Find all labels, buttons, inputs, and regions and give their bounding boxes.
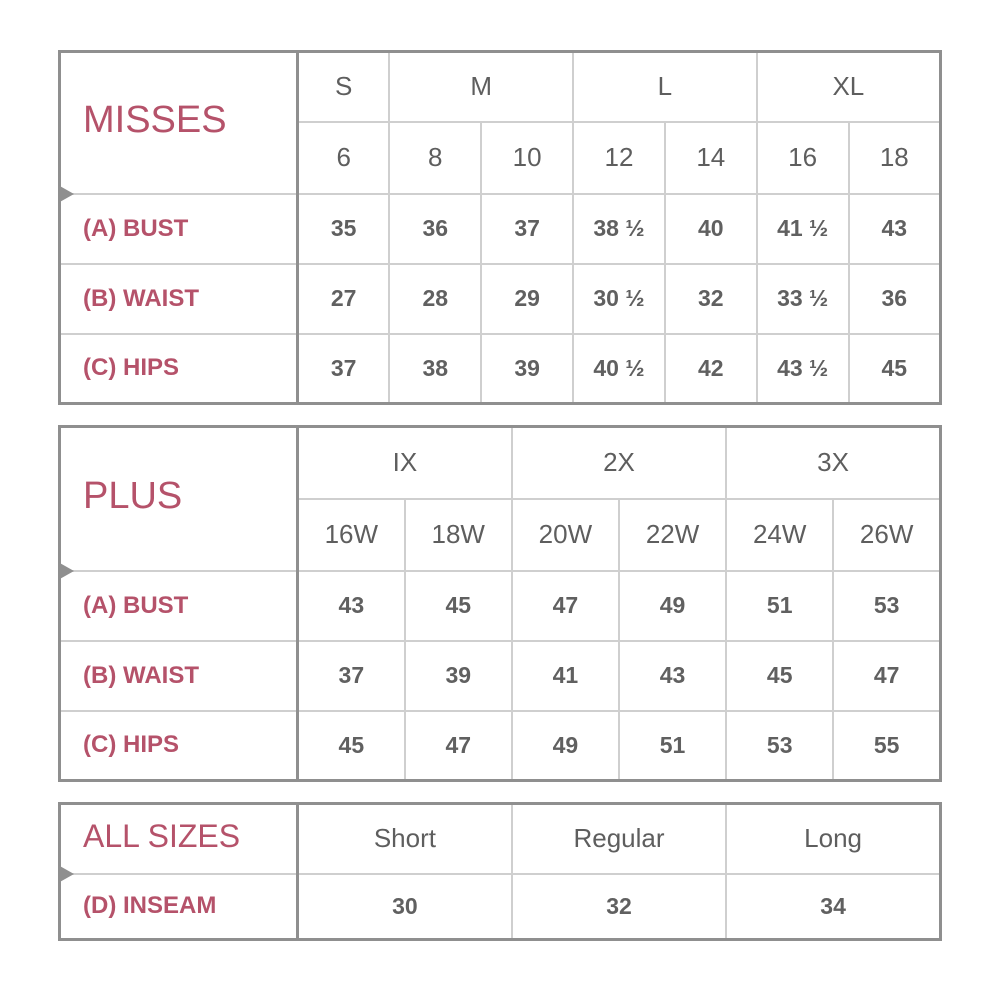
- measure-cell: 35: [298, 194, 390, 264]
- plus-group-2x: 2X: [512, 427, 726, 499]
- plus-title: PLUS: [83, 475, 183, 518]
- measure-cell: 47: [512, 571, 619, 641]
- misses-size: 8: [389, 122, 481, 194]
- all-sizes-row-inseam: [60, 874, 941, 940]
- measure-cell: 41 ½: [757, 194, 849, 264]
- misses-size: 12: [573, 122, 665, 194]
- measure-cell: 42: [665, 334, 757, 404]
- misses-group-m: M: [389, 52, 573, 122]
- row-label: (B) WAIST: [60, 264, 298, 334]
- plus-size: 16W: [298, 499, 405, 571]
- plus-size: 22W: [619, 499, 726, 571]
- plus-row-bust: [60, 571, 941, 641]
- measure-cell: 53: [726, 711, 833, 781]
- plus-row-hips: [60, 711, 941, 781]
- measure-cell: 47: [405, 711, 512, 781]
- row-label: (A) BUST: [60, 571, 298, 641]
- measure-cell: 43: [298, 571, 405, 641]
- length-long: Long: [726, 804, 940, 874]
- notch-marker: [58, 185, 74, 203]
- all-sizes-table: [58, 802, 942, 941]
- plus-group-1x: IX: [298, 427, 512, 499]
- length-short: Short: [298, 804, 512, 874]
- all-sizes-header-row: [60, 804, 941, 874]
- measure-cell: 32: [512, 874, 726, 940]
- all-sizes-title-cell: [60, 804, 298, 874]
- measure-cell: 55: [833, 711, 940, 781]
- measure-cell: 43: [619, 641, 726, 711]
- row-label: (C) HIPS: [60, 711, 298, 781]
- measure-cell: 27: [298, 264, 390, 334]
- measure-cell: 30: [298, 874, 512, 940]
- row-label: (B) WAIST: [60, 641, 298, 711]
- plus-row-waist: [60, 641, 941, 711]
- all-sizes-title: ALL SIZES: [83, 818, 241, 855]
- notch-marker: [58, 562, 74, 580]
- misses-row-waist: [60, 264, 941, 334]
- misses-group-l: L: [573, 52, 757, 122]
- plus-size: 20W: [512, 499, 619, 571]
- row-label: (A) BUST: [60, 194, 298, 264]
- measure-cell: 38 ½: [573, 194, 665, 264]
- measure-cell: 37: [298, 334, 390, 404]
- measure-cell: 51: [726, 571, 833, 641]
- measure-cell: 39: [405, 641, 512, 711]
- measure-cell: 36: [389, 194, 481, 264]
- misses-title: MISSES: [83, 99, 227, 142]
- length-regular: Regular: [512, 804, 726, 874]
- misses-title-cell: [60, 52, 298, 194]
- measure-cell: 37: [481, 194, 573, 264]
- measure-cell: 51: [619, 711, 726, 781]
- measure-cell: 45: [298, 711, 405, 781]
- misses-group-xl: XL: [757, 52, 941, 122]
- notch-marker: [58, 865, 74, 883]
- measure-cell: 45: [726, 641, 833, 711]
- plus-size: 26W: [833, 499, 940, 571]
- plus-group-row: [60, 427, 941, 499]
- misses-size: 14: [665, 122, 757, 194]
- measure-cell: 29: [481, 264, 573, 334]
- measure-cell: 45: [405, 571, 512, 641]
- plus-size: 24W: [726, 499, 833, 571]
- row-label: (C) HIPS: [60, 334, 298, 404]
- measure-cell: 43: [849, 194, 941, 264]
- measure-cell: 37: [298, 641, 405, 711]
- measure-cell: 45: [849, 334, 941, 404]
- plus-size-table: [58, 425, 942, 782]
- misses-size: 16: [757, 122, 849, 194]
- plus-size: 18W: [405, 499, 512, 571]
- measure-cell: 28: [389, 264, 481, 334]
- measure-cell: 49: [619, 571, 726, 641]
- row-label: (D) INSEAM: [60, 874, 298, 940]
- measure-cell: 41: [512, 641, 619, 711]
- measure-cell: 40: [665, 194, 757, 264]
- misses-size-table: [58, 50, 942, 405]
- misses-row-hips: [60, 334, 941, 404]
- measure-cell: 39: [481, 334, 573, 404]
- measure-cell: 32: [665, 264, 757, 334]
- measure-cell: 36: [849, 264, 941, 334]
- plus-group-3x: 3X: [726, 427, 940, 499]
- measure-cell: 47: [833, 641, 940, 711]
- measure-cell: 43 ½: [757, 334, 849, 404]
- measure-cell: 49: [512, 711, 619, 781]
- misses-group-row: [60, 52, 941, 122]
- misses-row-bust: [60, 194, 941, 264]
- measure-cell: 53: [833, 571, 940, 641]
- measure-cell: 33 ½: [757, 264, 849, 334]
- measure-cell: 40 ½: [573, 334, 665, 404]
- misses-size: 6: [298, 122, 390, 194]
- misses-size: 18: [849, 122, 941, 194]
- measure-cell: 34: [726, 874, 940, 940]
- misses-group-s: S: [298, 52, 390, 122]
- measure-cell: 38: [389, 334, 481, 404]
- plus-title-cell: [60, 427, 298, 571]
- misses-size: 10: [481, 122, 573, 194]
- measure-cell: 30 ½: [573, 264, 665, 334]
